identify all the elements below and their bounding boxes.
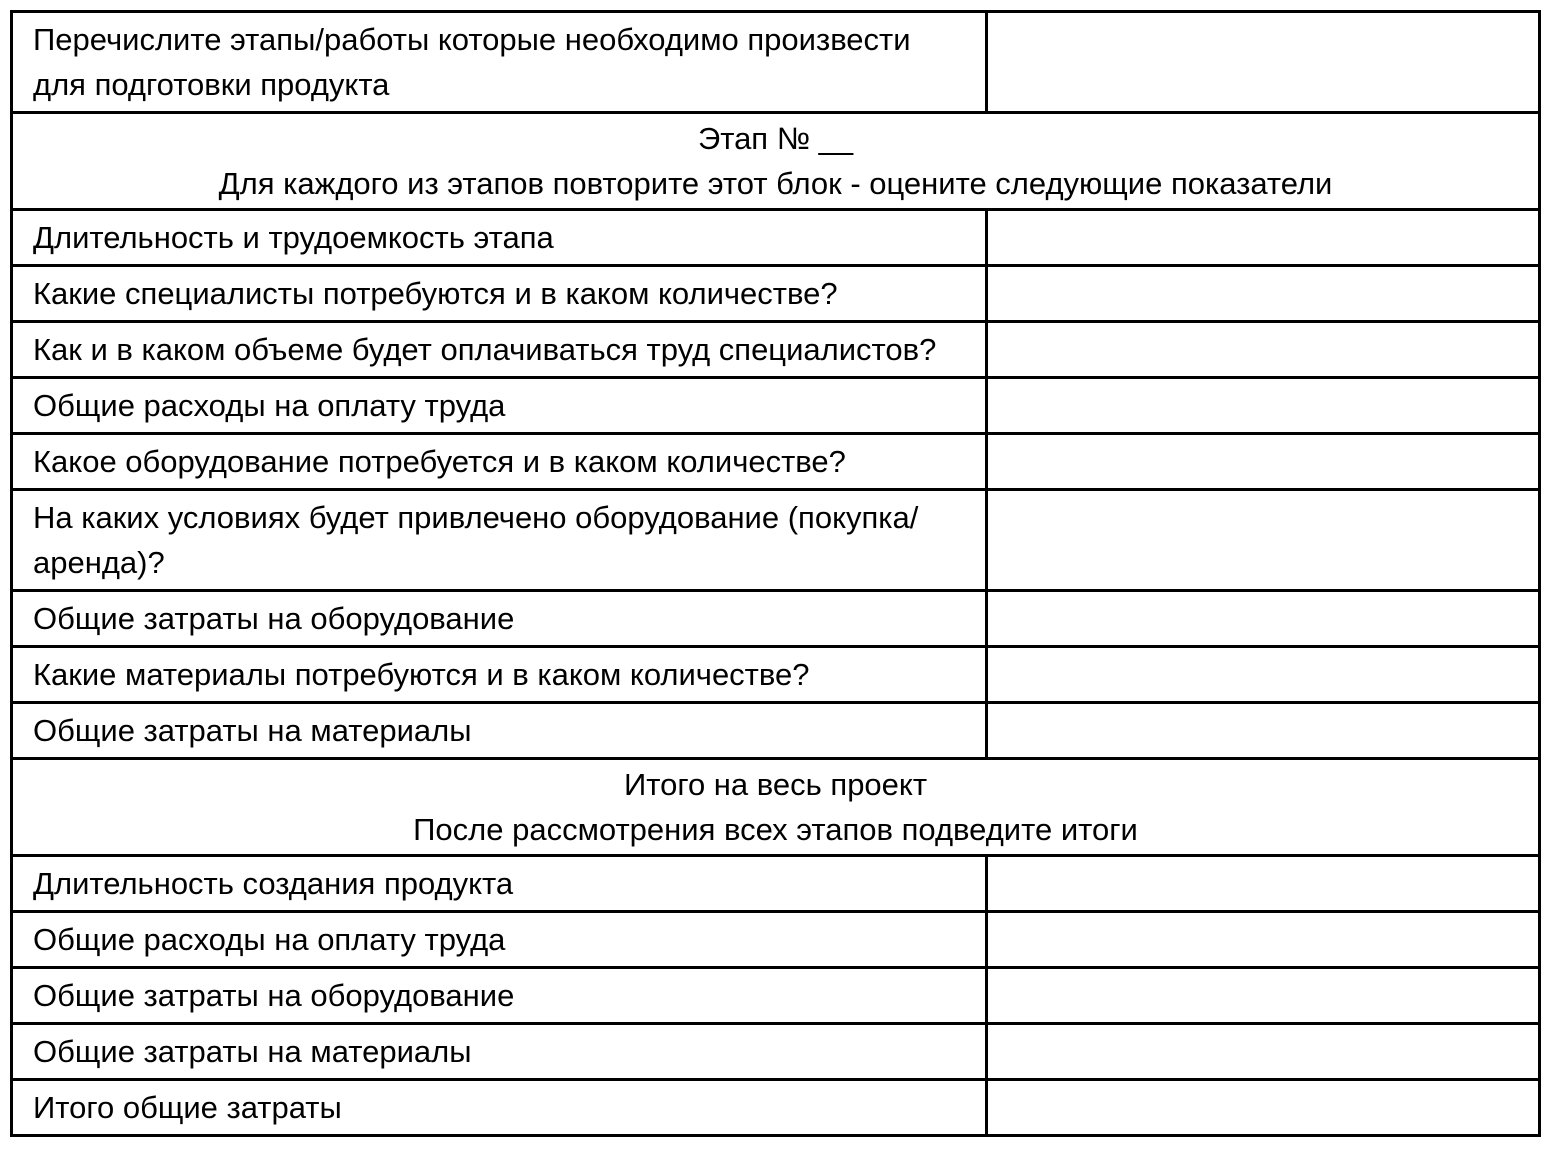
question-label-cell: Длительность создания продукта bbox=[12, 856, 987, 912]
question-row bbox=[12, 12, 1540, 113]
question-row bbox=[12, 434, 1540, 490]
answer-input-cell[interactable] bbox=[987, 968, 1540, 1024]
question-row bbox=[12, 647, 1540, 703]
section-header-cell bbox=[12, 759, 1540, 856]
question-label-cell: Общие расходы на оплату труда bbox=[12, 912, 987, 968]
answer-input-cell[interactable] bbox=[987, 1080, 1540, 1136]
section-header-cell bbox=[12, 113, 1540, 210]
answer-input-cell[interactable] bbox=[987, 322, 1540, 378]
question-row bbox=[12, 378, 1540, 434]
answer-input-cell[interactable] bbox=[987, 591, 1540, 647]
question-label-cell: Общие затраты на оборудование bbox=[12, 591, 987, 647]
question-label-cell: Общие расходы на оплату труда bbox=[12, 378, 987, 434]
question-label-cell: Перечислите этапы/работы которые необходимо произвести для подготовки продукта bbox=[12, 12, 987, 113]
question-row bbox=[12, 1024, 1540, 1080]
question-row bbox=[12, 912, 1540, 968]
question-label-cell: Общие затраты на материалы bbox=[12, 1024, 987, 1080]
section-header-row bbox=[12, 113, 1540, 210]
question-row bbox=[12, 856, 1540, 912]
answer-input-cell[interactable] bbox=[987, 647, 1540, 703]
question-label-cell: Длительность и трудоемкость этапа bbox=[12, 210, 987, 266]
question-row bbox=[12, 968, 1540, 1024]
answer-input-cell[interactable] bbox=[987, 434, 1540, 490]
section-subtitle: После рассмотрения всех этапов подведите итоги bbox=[413, 812, 1138, 847]
question-row bbox=[12, 266, 1540, 322]
question-label-cell: Общие затраты на материалы bbox=[12, 703, 987, 759]
question-row bbox=[12, 322, 1540, 378]
section-subtitle: Для каждого из этапов повторите этот блок - оцените следующие показатели bbox=[218, 166, 1333, 201]
section-title: Этап № __ bbox=[697, 121, 854, 156]
question-row bbox=[12, 1080, 1540, 1136]
section-header-row bbox=[12, 759, 1540, 856]
question-label-cell: Какое оборудование потребуется и в каком количестве? bbox=[12, 434, 987, 490]
answer-input-cell[interactable] bbox=[987, 1024, 1540, 1080]
table-body bbox=[12, 12, 1540, 1136]
question-label-cell: Какие материалы потребуются и в каком количестве? bbox=[12, 647, 987, 703]
section-title: Итого на весь проект bbox=[623, 767, 928, 802]
answer-input-cell[interactable] bbox=[987, 266, 1540, 322]
question-label-cell: Как и в каком объеме будет оплачиваться труд специалистов? bbox=[12, 322, 987, 378]
question-row bbox=[12, 210, 1540, 266]
question-row bbox=[12, 591, 1540, 647]
question-label-cell: Какие специалисты потребуются и в каком количестве? bbox=[12, 266, 987, 322]
project-cost-estimation-table bbox=[10, 10, 1541, 1137]
answer-input-cell[interactable] bbox=[987, 210, 1540, 266]
answer-input-cell[interactable] bbox=[987, 378, 1540, 434]
question-row bbox=[12, 490, 1540, 591]
question-label-cell: На каких условиях будет привлечено оборудование (покупка/аренда)? bbox=[12, 490, 987, 591]
answer-input-cell[interactable] bbox=[987, 912, 1540, 968]
answer-input-cell[interactable] bbox=[987, 703, 1540, 759]
question-label-cell: Итого общие затраты bbox=[12, 1080, 987, 1136]
answer-input-cell[interactable] bbox=[987, 856, 1540, 912]
question-label-cell: Общие затраты на оборудование bbox=[12, 968, 987, 1024]
answer-input-cell[interactable] bbox=[987, 490, 1540, 591]
answer-input-cell[interactable] bbox=[987, 12, 1540, 113]
question-row bbox=[12, 703, 1540, 759]
